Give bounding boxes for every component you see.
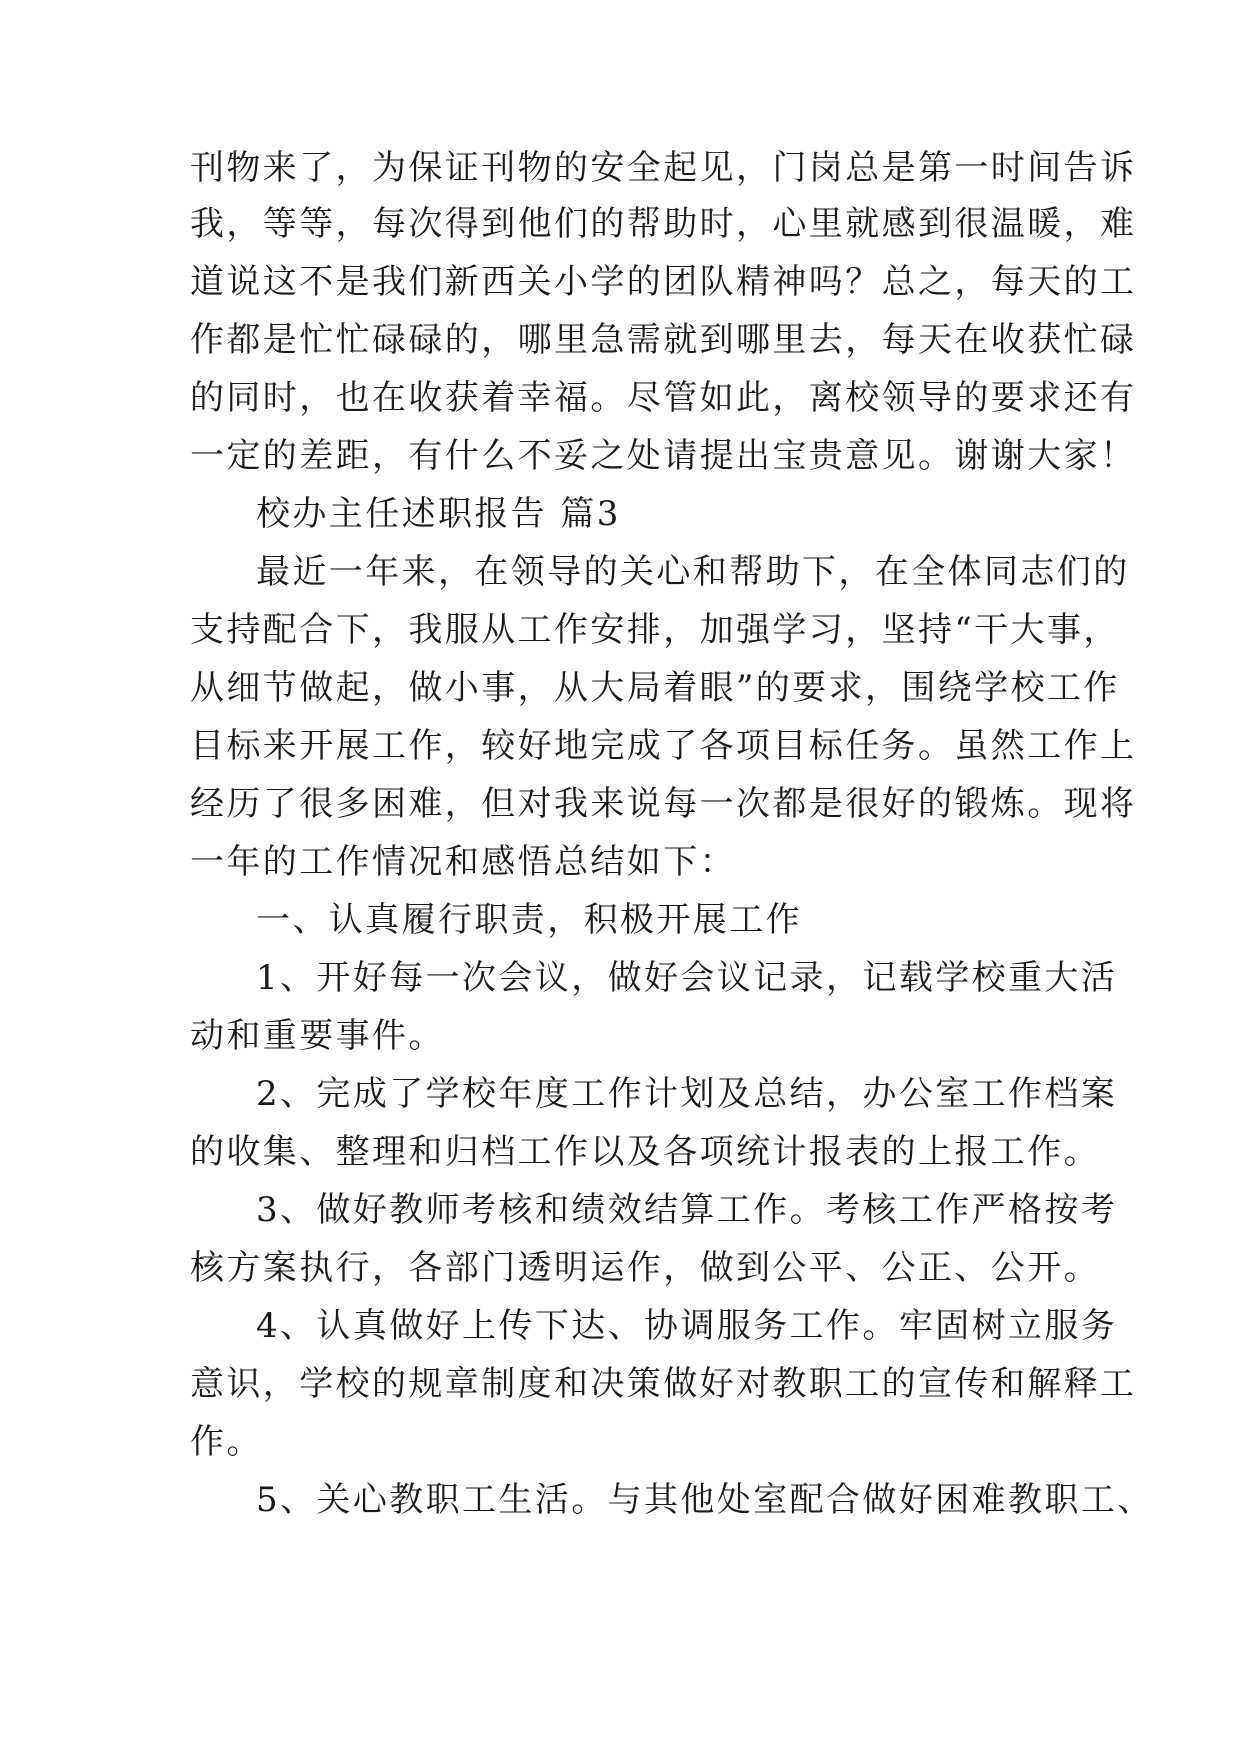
paragraph-line: 经历了很多困难，但对我来说每一次都是很好的锻炼。现将	[190, 784, 1137, 824]
list-item-line: 3、做好教师考核和绩效结算工作。考核工作严格按考	[256, 1190, 1118, 1230]
paragraph-line: 道说这不是我们新西关小学的团队精神吗？总之，每天的工	[190, 262, 1137, 302]
paragraph-line: 目标来开展工作，较好地完成了各项目标任务。虽然工作上	[190, 726, 1137, 766]
paragraph-line: 的同时，也在收获着幸福。尽管如此，离校领导的要求还有	[190, 378, 1137, 418]
paragraph-line: 作都是忙忙碌碌的，哪里急需就到哪里去，每天在收获忙碌	[190, 320, 1137, 360]
list-item-line: 4、认真做好上传下达、协调服务工作。牢固树立服务	[256, 1306, 1118, 1346]
paragraph-line: 从细节做起，做小事，从大局着眼”的要求，围绕学校工作	[190, 668, 1120, 708]
list-item-line: 的收集、整理和归档工作以及各项统计报表的上报工作。	[190, 1132, 1100, 1172]
section-heading: 校办主任述职报告 篇3	[256, 494, 621, 534]
paragraph-line: 一定的差距，有什么不妥之处请提出宝贵意见。谢谢大家！	[190, 436, 1137, 476]
list-item-line: 2、完成了学校年度工作计划及总结，办公室工作档案	[256, 1074, 1118, 1114]
list-item-line: 作。	[190, 1422, 263, 1462]
list-item-line: 核方案执行，各部门透明运作，做到公平、公正、公开。	[190, 1248, 1100, 1288]
paragraph-line: 最近一年来，在领导的关心和帮助下，在全体同志们的	[256, 552, 1130, 592]
paragraph-line: 刊物来了，为保证刊物的安全起见，门岗总是第一时间告诉	[190, 148, 1137, 188]
paragraph-line: 支持配合下，我服从工作安排，加强学习，坚持“干大事，	[190, 610, 1120, 650]
list-item-line: 动和重要事件。	[190, 1016, 445, 1056]
subsection-heading: 一、认真履行职责，积极开展工作	[256, 900, 802, 940]
paragraph-line: 一年的工作情况和感悟总结如下：	[190, 842, 736, 882]
list-item-line: 意识，学校的规章制度和决策做好对教职工的宣传和解释工	[190, 1364, 1137, 1404]
list-item-line: 5、关心教职工生活。与其他处室配合做好困难教职工、	[256, 1480, 1154, 1520]
list-item-line: 1、开好每一次会议，做好会议记录，记载学校重大活	[256, 958, 1118, 998]
paragraph-line: 我，等等，每次得到他们的帮助时，心里就感到很温暖，难	[190, 204, 1137, 244]
